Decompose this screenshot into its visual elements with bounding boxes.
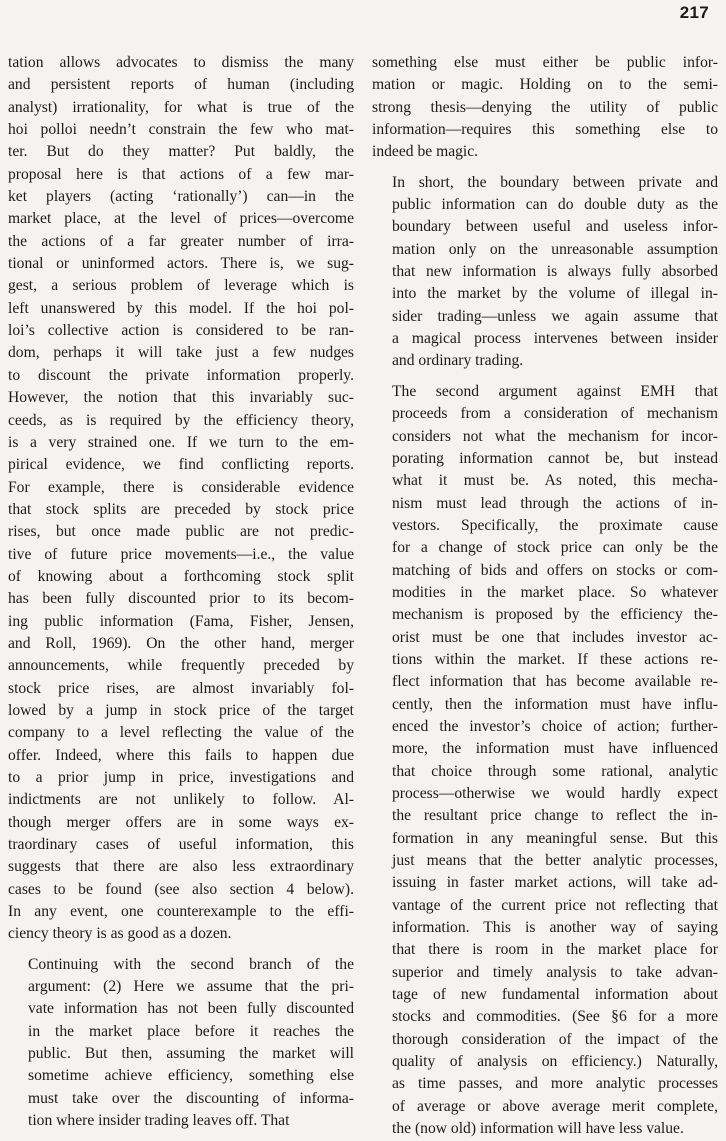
text-line: porating information cannot be, but instead xyxy=(392,449,718,467)
paragraph xyxy=(372,172,718,373)
text-line: argument: (2) Here we assume that the pri- xyxy=(28,978,354,996)
text-line: enced the investor’s choice of action; further- xyxy=(392,717,718,735)
text-line: that there is room in the market place for xyxy=(392,941,718,959)
text-line: quality of analysis on efficiency.) Naturally, xyxy=(392,1053,718,1071)
text-line: tation allows advocates to dismiss the many xyxy=(8,54,354,71)
text-line: lowed by a jump in stock price of the target xyxy=(8,701,354,719)
text-line: modities in the market place. So whatever xyxy=(392,583,718,601)
text-line: a magical process intervenes between insider xyxy=(392,330,718,348)
text-line: proceeds from a consideration of mechanism xyxy=(392,405,718,423)
text-line: In any event, one counterexample to the effi- xyxy=(8,903,354,921)
text-line: process—otherwise we would hardly expect xyxy=(392,785,718,802)
left-column xyxy=(8,52,354,1133)
page-number: 217 xyxy=(679,3,709,22)
text-line: information. This is another way of saying xyxy=(392,919,718,937)
text-line: gest, a serious problem of leverage which is xyxy=(8,277,354,295)
text-line: boundary between useful and useless infor- xyxy=(392,218,718,236)
text-line: though merger offers are in some ways ex- xyxy=(8,813,354,831)
text-line: Continuing with the second branch of the xyxy=(28,955,354,973)
text-line: to discount the private information properly. xyxy=(8,366,354,384)
text-line: the resultant price change to reflect the in- xyxy=(392,807,718,825)
text-line: cases to be found (see also section 4 below). xyxy=(8,880,354,898)
text-line: orist must be one that includes investor ac- xyxy=(392,628,718,646)
text-line: tion where insider trading leaves off. That xyxy=(28,1112,290,1130)
text-line: that new information is always fully absorbed xyxy=(392,263,718,281)
text-line: cently, then the information must have influ- xyxy=(392,695,718,713)
text-line: announcements, while frequently preceded by xyxy=(8,657,354,675)
text-line: In short, the boundary between private and xyxy=(392,173,718,191)
text-line: flect information that has become available re- xyxy=(392,673,718,691)
text-line: public. But then, assuming the market will xyxy=(28,1045,354,1063)
text-line: something else must either be public infor- xyxy=(372,54,718,71)
text-line: strong thesis—denying the utility of public xyxy=(372,98,718,116)
text-line: rises, but once made public are not predic- xyxy=(8,523,354,541)
text-line: vestors. Specifically, the proximate cause xyxy=(392,516,718,534)
text-line: mechanism is proposed by the efficiency the- xyxy=(392,606,718,624)
text-line: thorough consideration of the impact of the xyxy=(392,1030,718,1048)
text-line: ciency theory is as good as a dozen. xyxy=(8,925,232,943)
text-line: what it must be. As noted, this mecha- xyxy=(392,472,718,490)
text-line: hoi polloi needn’t constrain the few who mat- xyxy=(8,121,354,139)
text-line: mation only on the unreasonable assumption xyxy=(392,240,718,258)
text-line: vate information has not been fully discounted xyxy=(28,1000,354,1018)
text-line: formation in any meaningful sense. But this xyxy=(392,829,718,847)
text-line: The second argument against EMH that xyxy=(392,382,718,400)
text-line: nism must lead through the actions of in- xyxy=(392,494,718,512)
paragraph xyxy=(372,52,718,164)
text-line: tions within the market. If these actions re- xyxy=(392,650,718,668)
text-line: in the market place before it reaches the xyxy=(28,1022,354,1040)
text-line: tive of future price movements—i.e., the value xyxy=(8,545,354,563)
text-line: dom, perhaps it will take just a few nudges xyxy=(8,344,354,362)
text-line: loi’s collective action is considered to be ran- xyxy=(8,322,354,340)
paragraph xyxy=(372,381,718,1141)
text-line: must take over the discounting of informa- xyxy=(28,1089,354,1107)
text-line: stocks and commodities. (See §6 for a more xyxy=(392,1008,718,1026)
text-line: sometime achieve efficiency, something else xyxy=(28,1067,354,1085)
text-line: information—requires this something else to xyxy=(372,121,718,139)
text-line: company to a level reflecting the value of the xyxy=(8,724,354,742)
text-line: sider trading—unless we again assume that xyxy=(392,307,718,325)
text-line: and ordinary trading. xyxy=(392,352,524,370)
text-line: traordinary cases of useful information, this xyxy=(8,836,354,854)
text-line: pirical evidence, we find conflicting reports. xyxy=(8,456,354,474)
text-line: indictments are not unlikely to follow. Al- xyxy=(8,791,354,809)
text-line: ter. But do they matter? Put baldly, the xyxy=(8,143,354,161)
text-line: the (now old) information will have less value. xyxy=(392,1120,684,1138)
text-line: vantage of the current price not reflecting that xyxy=(392,896,718,914)
text-line: just means that the better analytic processes, xyxy=(392,852,718,870)
text-line: offer. Indeed, where this fails to happen due xyxy=(8,746,354,764)
paragraph xyxy=(8,954,354,1133)
text-line: proposal here is that actions of a few mar- xyxy=(8,165,354,183)
text-line: market place, at the level of prices—overcome xyxy=(8,210,354,228)
text-line: ket players (acting ‘rationally’) can—in the xyxy=(8,188,354,206)
text-line: ceeds, as is required by the efficiency theory, xyxy=(8,411,354,429)
text-line: issuing in faster market actions, will take ad- xyxy=(392,874,718,892)
text-line: ing public information (Fama, Fisher, Jensen, xyxy=(8,612,354,630)
text-line: that stock splits are preceded by stock price xyxy=(8,500,354,518)
text-line: that choice through some rational, analytic xyxy=(392,762,718,780)
text-line: analyst) irrationality, for what is true of the xyxy=(8,98,354,116)
text-line: of average or above average merit complete, xyxy=(392,1097,718,1115)
text-line: and Roll, 1969). On the other hand, merger xyxy=(8,634,354,652)
text-line: suggests that there are also less extraordinary xyxy=(8,858,354,876)
text-line: stock price rises, are almost invariably fol- xyxy=(8,679,354,697)
text-line: mation or magic. Holding on to the semi- xyxy=(372,76,718,94)
text-line: the actions of a far greater number of irra- xyxy=(8,232,354,250)
text-line: However, the notion that this invariably suc- xyxy=(8,389,354,407)
text-line: tional or uninformed actors. There is, we sug- xyxy=(8,255,354,273)
right-column xyxy=(372,52,718,1141)
text-line: and persistent reports of human (including xyxy=(8,76,354,94)
text-line: considers not what the mechanism for incor- xyxy=(392,427,718,445)
text-line: left unanswered by this model. If the hoi pol- xyxy=(8,299,354,317)
text-line: of knowing about a forthcoming stock split xyxy=(8,567,354,585)
paragraph xyxy=(8,52,354,946)
text-line: For example, there is considerable evidence xyxy=(8,478,354,496)
text-line: indeed be magic. xyxy=(372,143,479,161)
text-line: to a prior jump in price, investigations and xyxy=(8,769,354,786)
text-line: into the market by the volume of illegal in- xyxy=(392,285,718,303)
text-line: matching of bids and offers on stocks or com- xyxy=(392,561,718,579)
text-line: is a very strained one. If we turn to the em- xyxy=(8,433,354,451)
text-line: superior and timely analysis to take advan- xyxy=(392,963,718,981)
text-line: as time passes, and more analytic processes xyxy=(392,1075,718,1093)
text-line: more, the information must have influenced xyxy=(392,740,718,758)
text-line: has been fully discounted prior to its becom- xyxy=(8,590,354,608)
text-line: for a change of stock price can only be the xyxy=(392,539,718,557)
text-line: tage of new fundamental information about xyxy=(392,986,718,1004)
text-line: public information can do double duty as the xyxy=(392,196,718,214)
